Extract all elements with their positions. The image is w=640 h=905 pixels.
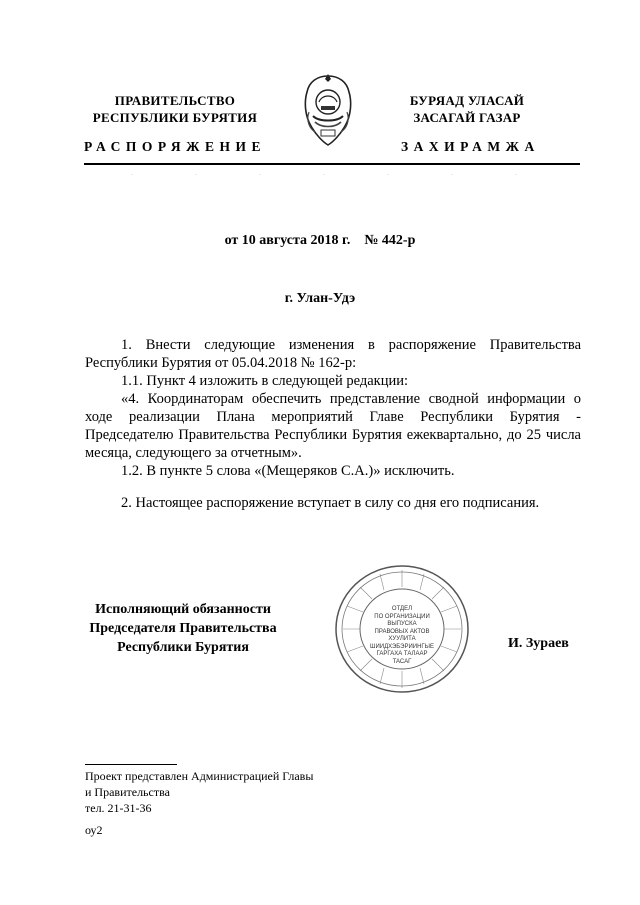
city: г. Улан-Удэ [284,291,356,306]
signer-title-line-1: Исполняющий обязанности [95,602,271,617]
paragraph-2: 2. Настоящее распоряжение вступает в силу со дня его подписания. [121,495,540,511]
order-date: от 10 августа 2018 г. [224,233,351,248]
paragraph-quote: «4. Координаторам обеспечить представление сводной информации о ходе реализации Плана мероприятий Главе Республики Бурятия - Председателю Правительства Республики Бурятия ежеквартально, до 25 числа месяца, следующего за отчетным». [85,391,581,461]
header-left-line-1: ПРАВИТЕЛЬСТВО [114,93,236,108]
paragraph-1-1: 1.1. Пункт 4 изложить в следующей редакции: [121,373,409,389]
stamp-line: ГАРГАХА ТАЛААР [376,651,428,657]
dotted-divider [100,174,570,175]
date-number-line [0,233,640,249]
footer-line-1: Проект представлен Администрацией Главы [85,769,314,783]
order-number: № 442-р [364,233,416,248]
signer-title-line-2: Председателя Правительства [89,621,277,636]
doc-type-right: ЗАХИРАМЖА [401,139,540,154]
footer-phone: тел. 21-31-36 [85,801,152,815]
stamp-line: ОТДЕЛ [391,606,413,612]
coat-of-arms-icon [295,72,361,148]
footer-code: оу2 [85,823,103,837]
header-right-line-2: ЗАСАГАЙ ГАЗАР [413,110,521,125]
stamp-line: ТАСАГ [392,658,412,665]
stamp-line: ХУУЛИТА [388,636,416,642]
signer-name: И. Зураев [508,636,569,651]
doc-type-left: РАСПОРЯЖЕНИЕ [84,139,267,154]
signer-title [78,600,288,657]
header-left-line-2: РЕСПУБЛИКИ БУРЯТИЯ [92,110,258,125]
paragraph-1-2: 1.2. В пункте 5 слова «(Мещеряков С.А.)» исключить. [121,463,455,479]
stamp-line: ШИИДХЭБЭРИИНГЫЕ [369,643,434,650]
header-right-line-1: БУРЯАД УЛАСАЙ [409,93,525,108]
footer-note [85,768,313,816]
paragraph-1: 1. Внести следующие изменения в распоряжение Правительства Республики Бурятия от 05.04.2018 № 162-р: [85,337,581,371]
order-body [85,336,581,512]
header-right [362,92,572,126]
stamp-line: ПРАВОВЫХ АКТОВ [374,628,430,635]
footer-divider [85,764,177,765]
stamp-line: ПО ОРГАНИЗАЦИИ [374,613,430,620]
stamp-line: ВЫПУСКА [387,621,417,627]
header-left [70,92,280,126]
signer-title-line-3: Республики Бурятия [117,640,249,655]
stamp-text [365,606,439,666]
footer-line-2: и Правительства [85,785,170,799]
header-divider [84,163,580,165]
